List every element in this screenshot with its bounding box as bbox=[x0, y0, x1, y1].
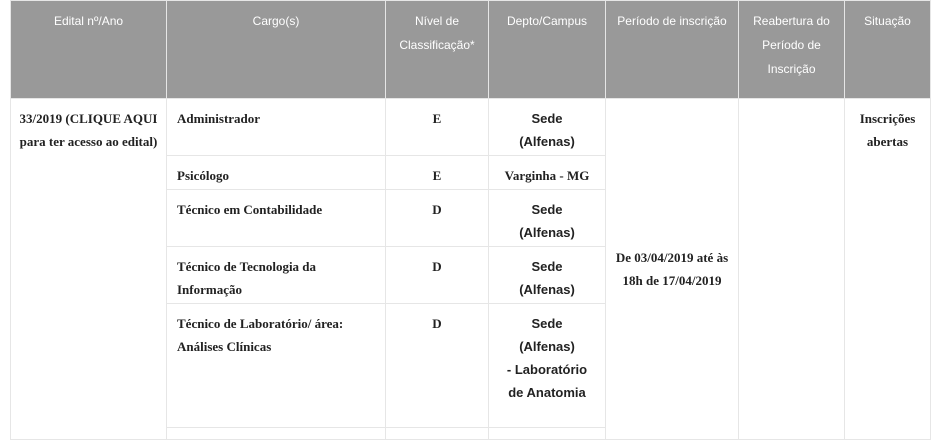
depto-line: Sede bbox=[531, 316, 563, 331]
spacer-cell bbox=[386, 428, 489, 440]
depto-cell bbox=[489, 247, 606, 304]
cargo-cell: Técnico de Tecnologia da Informação bbox=[167, 247, 386, 304]
header-edital: Edital nº/Ano bbox=[11, 1, 167, 99]
depto-line: (Alfenas) bbox=[519, 225, 575, 240]
depto-cell bbox=[489, 156, 606, 190]
nivel-cell: D bbox=[386, 304, 489, 428]
cargo-cell: Psicólogo bbox=[167, 156, 386, 190]
depto-line: (Alfenas) bbox=[519, 282, 575, 297]
reabertura-cell bbox=[739, 99, 845, 440]
edital-table bbox=[10, 0, 931, 440]
header-row bbox=[11, 1, 931, 99]
nivel-cell: D bbox=[386, 247, 489, 304]
header-cargos: Cargo(s) bbox=[167, 1, 386, 99]
depto-line: (Alfenas) bbox=[519, 134, 575, 149]
depto-cell bbox=[489, 190, 606, 247]
depto-line: - Laboratório bbox=[506, 362, 588, 377]
cargo-cell: Administrador bbox=[167, 99, 386, 156]
cargo-cell: Técnico em Contabilidade bbox=[167, 190, 386, 247]
table-row bbox=[11, 99, 931, 156]
periodo-cell: De 03/04/2019 até às 18h de 17/04/2019 bbox=[606, 99, 739, 440]
header-reabertura: Reabertura do Período de Inscrição bbox=[739, 1, 845, 99]
depto-line: Sede bbox=[531, 111, 563, 126]
depto-line: Sede bbox=[531, 259, 563, 274]
nivel-cell: E bbox=[386, 156, 489, 190]
header-situacao: Situação bbox=[845, 1, 931, 99]
depto-line: de Anatomia bbox=[508, 385, 586, 400]
nivel-cell: D bbox=[386, 190, 489, 247]
header-depto: Depto/Campus bbox=[489, 1, 606, 99]
depto-line: Sede bbox=[531, 202, 563, 217]
depto-line: (Alfenas) bbox=[519, 339, 575, 354]
depto-cell bbox=[489, 99, 606, 156]
nivel-cell: E bbox=[386, 99, 489, 156]
spacer-cell bbox=[167, 428, 386, 440]
depto-line: Varginha - MG bbox=[504, 168, 590, 183]
header-periodo: Período de inscrição bbox=[606, 1, 739, 99]
depto-cell bbox=[489, 304, 606, 428]
situacao-cell: Inscrições abertas bbox=[845, 99, 931, 440]
header-nivel: Nível de Classificação* bbox=[386, 1, 489, 99]
cargo-cell: Técnico de Laboratório/ área: Análises Clínicas bbox=[167, 304, 386, 428]
edital-link[interactable]: 33/2019 (CLIQUE AQUI para ter acesso ao edital) bbox=[19, 111, 158, 149]
spacer-cell bbox=[489, 428, 606, 440]
edital-cell bbox=[11, 99, 167, 440]
